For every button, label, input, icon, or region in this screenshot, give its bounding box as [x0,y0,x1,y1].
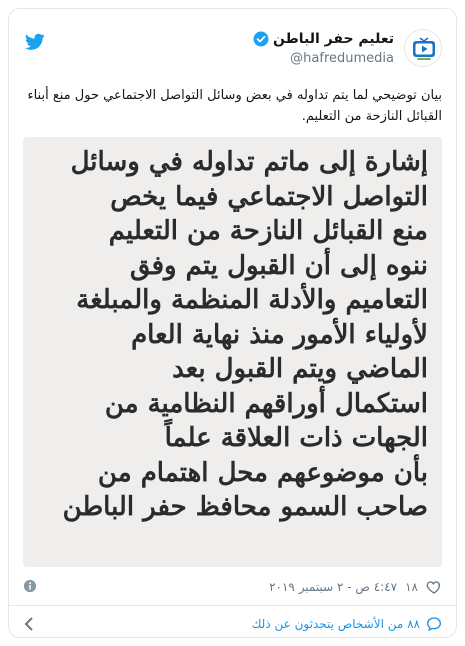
info-icon[interactable] [23,579,37,593]
tweet-timestamp[interactable]: ٤:٤٧ ص - ٢ سبتمبر ٢٠١٩ [269,580,398,594]
twitter-bird-icon[interactable] [25,33,45,51]
photo-text-line: التواصل الاجتماعي فيما يخص [110,181,428,212]
tweet-photo[interactable] [23,137,442,567]
chevron-left-icon[interactable] [23,616,35,632]
tweet-header [9,9,456,81]
photo-text-line: الماضي ويتم القبول بعد [172,354,428,384]
photo-text-line: بأن موضوعهم محل اهتمام من [97,457,428,488]
photo-text-line: التعاميم والأدلة المنظمة والمبلغة [76,285,428,315]
photo-text-line: إشارة إلى ماتم تداوله في وسائل [70,147,428,177]
photo-text-line: صاحب السمو محافظ حفر الباطن [62,492,428,522]
conversation-text: ٨٨ من الأشخاص يتحدثون عن ذلك [251,617,420,631]
photo-text-line: الجهات ذات العلاقة علماً [164,423,428,453]
display-name-row [253,31,394,47]
heart-icon[interactable] [426,579,442,595]
tweet-footer [23,613,442,635]
author-names [253,31,394,66]
tv-logo-icon [405,30,442,67]
embedded-tweet-card [8,8,457,638]
footer-divider [9,605,456,606]
like-count[interactable]: ١٨ [405,580,418,594]
profile-avatar[interactable] [404,29,442,67]
user-handle[interactable]: @hafredumedia [290,51,394,66]
conversation-link[interactable] [252,616,442,632]
photo-text-block [33,145,428,525]
display-name[interactable]: تعليم حفر الباطن [272,31,394,47]
photo-text-line: ننوه إلى أن القبول يتم وفق [129,250,428,281]
photo-text-line: لأولياء الأمور منذ نهاية العام [131,319,428,350]
tweet-text: بيان توضيحي لما يتم تداوله في بعض وسائل التواصل الاجتماعي حول منع أبناء القبائل النازحة من التعليم. [27,88,442,124]
verified-badge-icon [253,31,269,47]
photo-text-line: منع القبائل النازحة من التعليم [108,216,428,246]
photo-text-line: استكمال أوراقهم النظامية من [104,388,428,419]
speech-bubble-icon [426,616,442,632]
tweet-meta [23,575,442,599]
